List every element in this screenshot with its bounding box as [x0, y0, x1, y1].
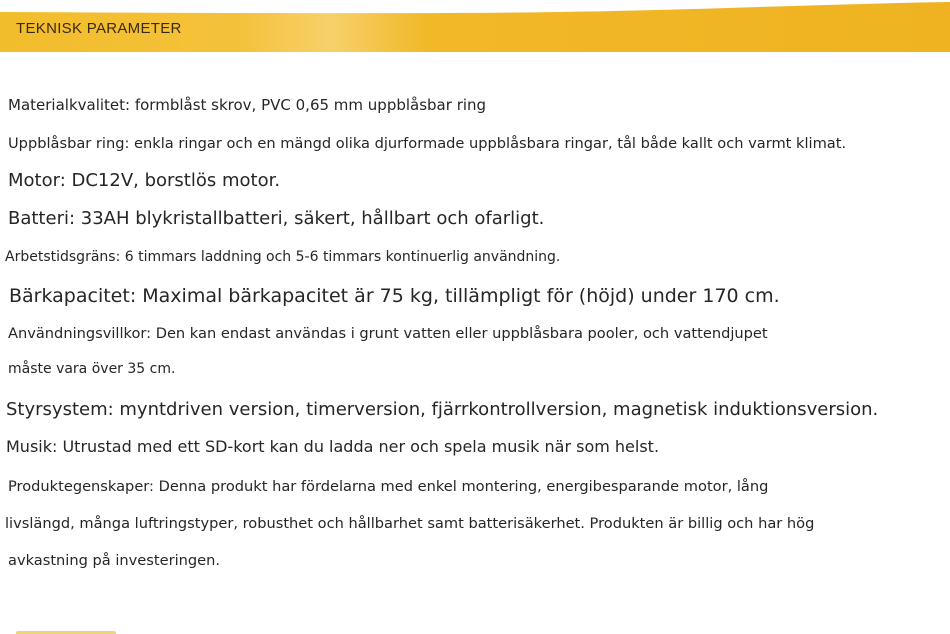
spec-music: Musik: Utrustad med ett SD-kort kan du ladda ner och spela musik när som helst.	[6, 437, 660, 456]
spec-motor: Motor: DC12V, borstlös motor.	[8, 170, 281, 191]
spec-usage-conditions-cont: måste vara över 35 cm.	[8, 361, 176, 377]
spec-battery: Batteri: 33AH blykristallbatteri, säkert, hållbart och ofarligt.	[8, 208, 545, 229]
spec-product-features-end: avkastning på investeringen.	[8, 552, 221, 569]
spec-load-capacity: Bärkapacitet: Maximal bärkapacitet är 75 kg, tillämpligt för (höjd) under 170 cm.	[9, 285, 780, 307]
spec-product-features-cont: livslängd, många luftringstyper, robusthet och hållbarhet samt batterisäkerhet. Produkten är billig och har hög	[5, 515, 815, 532]
section-title: TEKNISK PARAMETER	[16, 20, 182, 37]
spec-control-system: Styrsystem: myntdriven version, timerversion, fjärrkontrollversion, magnetisk induktionsversion.	[6, 399, 879, 420]
spec-work-time: Arbetstidsgräns: 6 timmars laddning och 5-6 timmars kontinuerlig användning.	[5, 249, 561, 265]
spec-inflatable-ring: Uppblåsbar ring: enkla ringar och en mängd olika djurformade uppblåsbara ringar, tål både kallt och varmt klimat.	[8, 135, 847, 152]
spec-usage-conditions: Användningsvillkor: Den kan endast användas i grunt vatten eller uppblåsbara pooler, och vattendjupet	[8, 325, 768, 342]
spec-product-features: Produktegenskaper: Denna produkt har fördelarna med enkel montering, energibesparande motor, lång	[8, 478, 769, 495]
spec-material: Materialkvalitet: formblåst skrov, PVC 0,65 mm uppblåsbar ring	[8, 96, 487, 114]
